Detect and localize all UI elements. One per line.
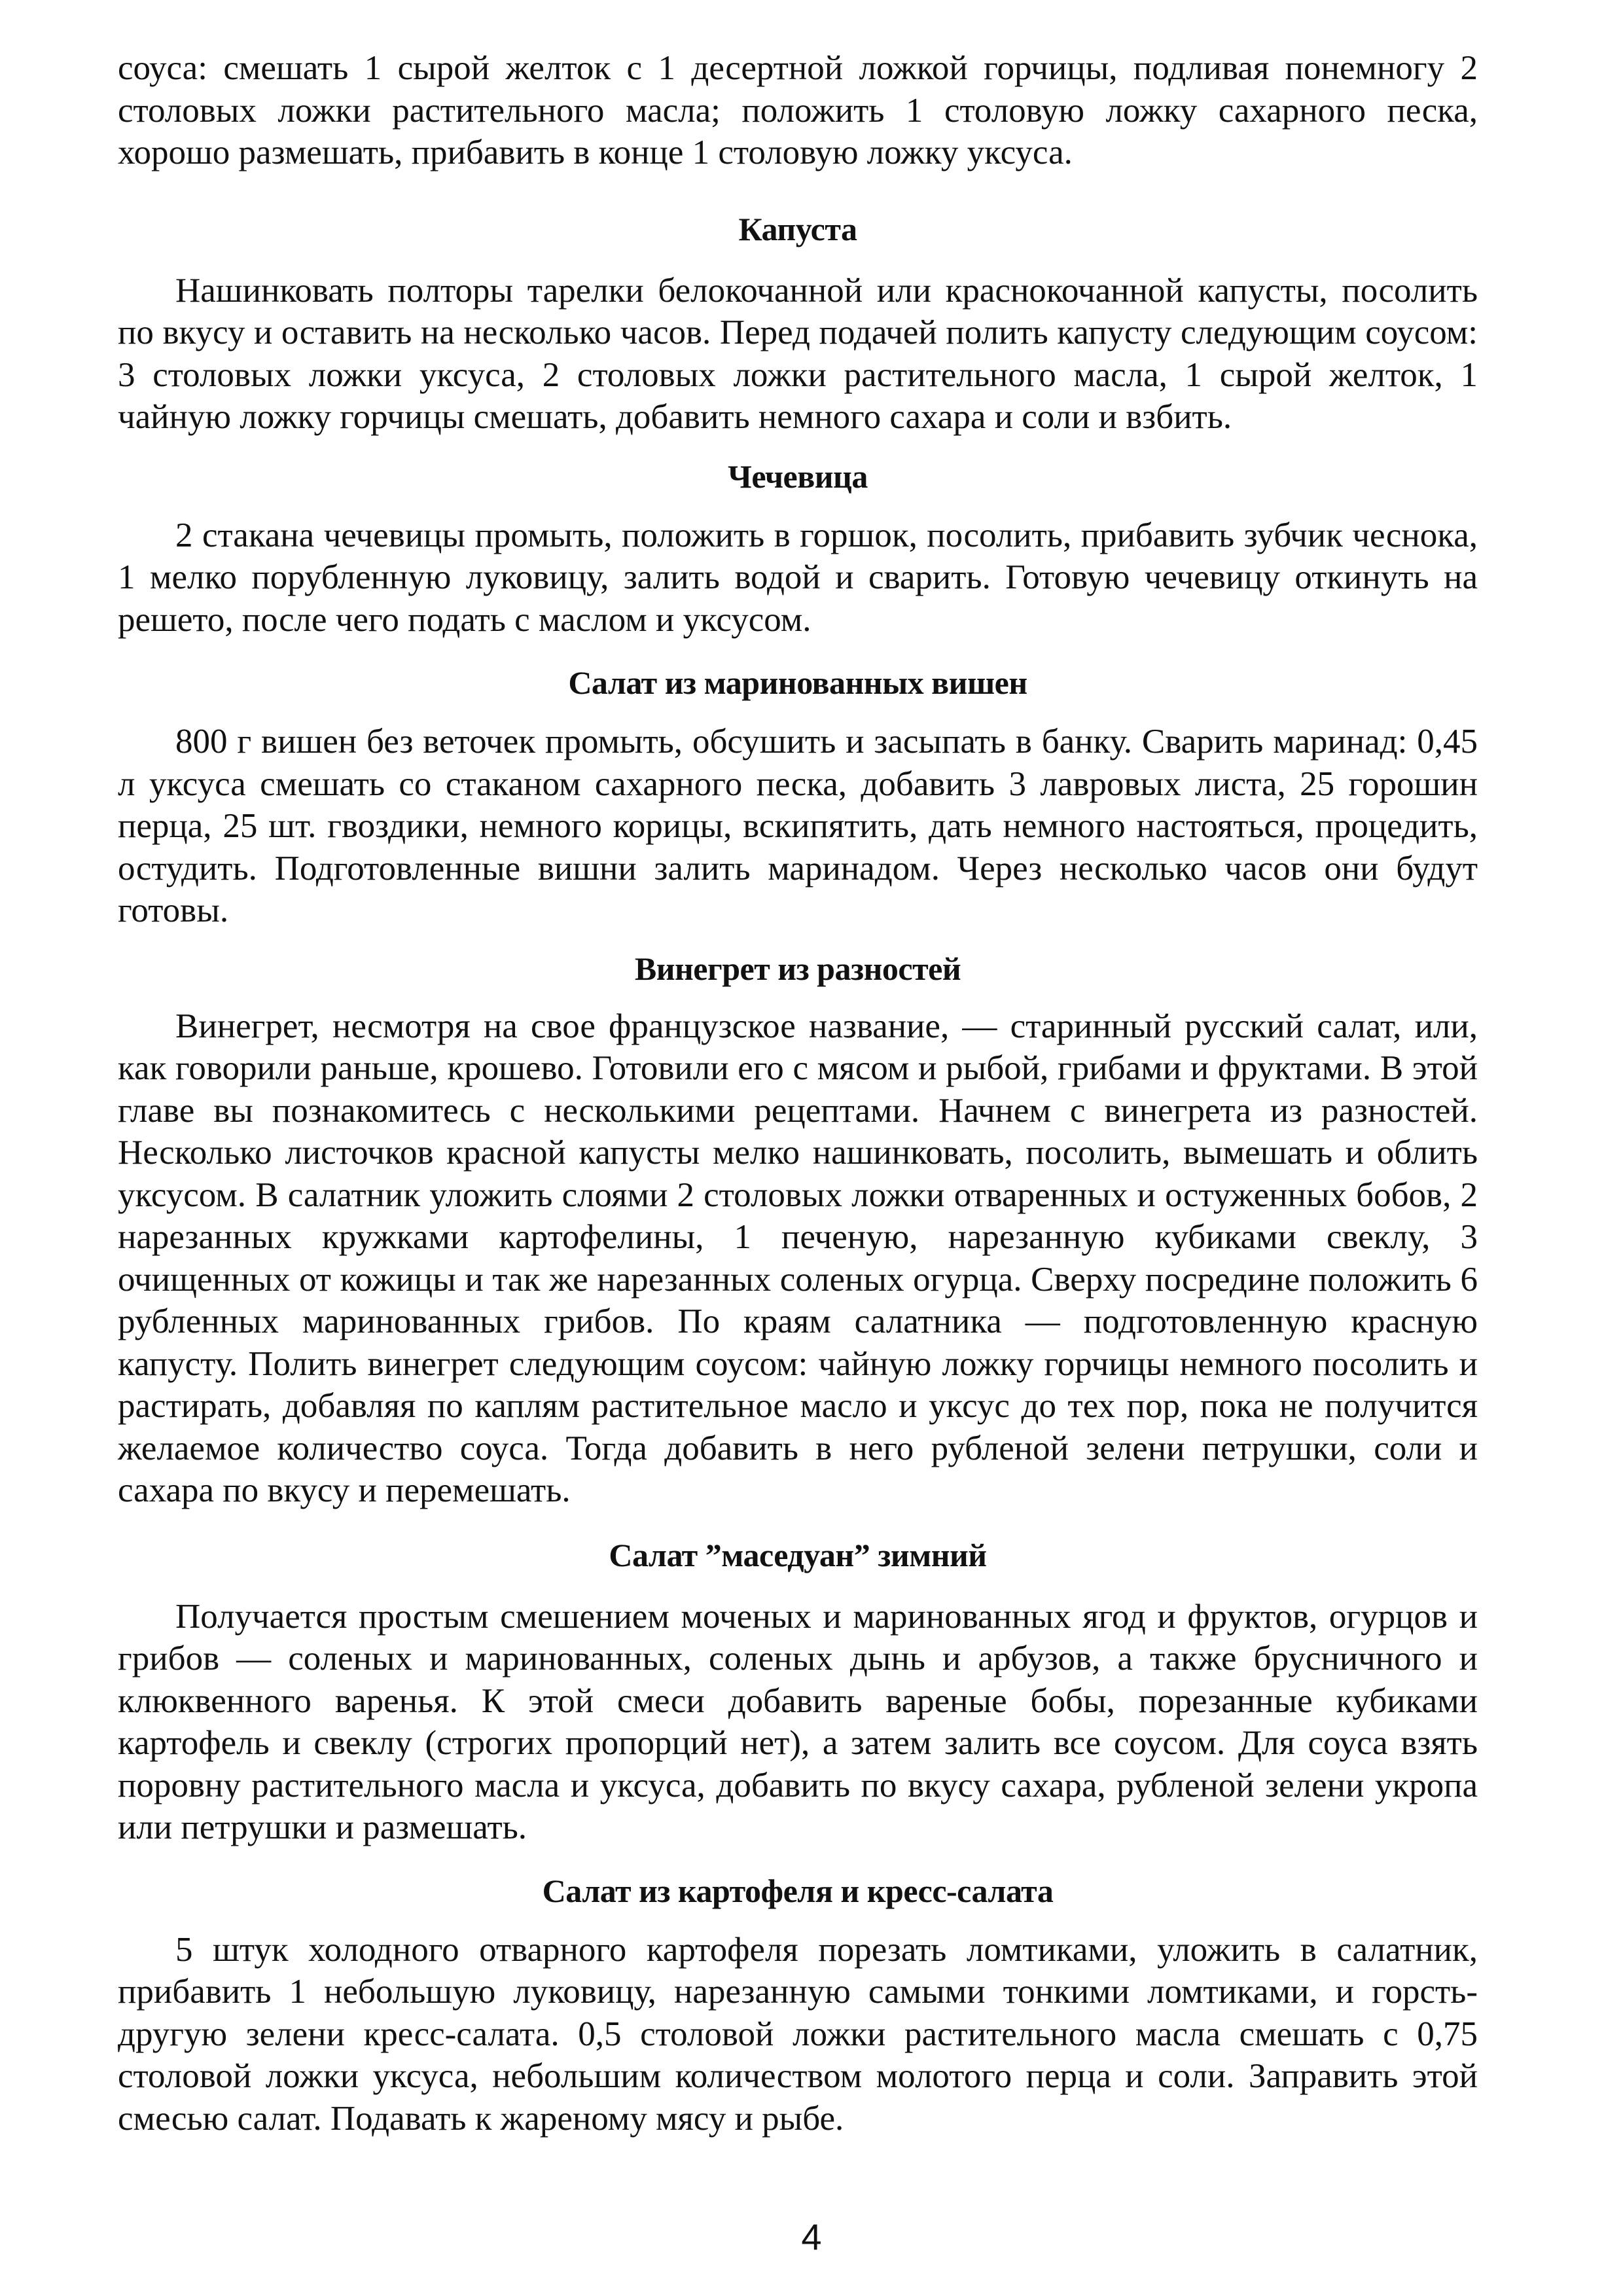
recipe-text-potato-cress-salad: 5 штук холодного отварного картофеля порезать ломтиками, уложить в салатник, прибавить 1 небольшую луковицу, нарезанную самыми тонкими ломтиками, и горсть-другую зелени кресс-салата. 0,5 столовой ложки растительного масла смешать с 0,75 столовой ложки уксуса, небольшим количеством молотого перца и соли. Заправить этой смесью салат. Подавать к жареному мясу и рыбе. (118, 1930, 1478, 2138)
recipe-title-cabbage: Капуста (738, 210, 857, 247)
recipe-text-pickled-cherry-salad: 800 г вишен без веточек промыть, обсушить и засыпать в банку. Сварить маринад: 0,45 л уксуса смешать со стаканом сахарного песка, добавить 3 лавровых листа, 25 горошин перца, 25 шт. гвоздики, немного корицы, вскипятить, дать немного настояться, процедить, остудить. Подготовленные вишни залить маринадом. Через несколько часов они будут готовы. (118, 723, 1478, 929)
recipe-text-cabbage: Нашинковать полторы тарелки белокочанной или краснокочанной капусты, посолить по вкусу и оставить на несколько часов. Перед подачей полить капусту следующим соусом: 3 столовых ложки уксуса, 2 столовых ложки растительного масла, 1 сырой желток, 1 чайную ложку горчицы смешать, добавить немного сахара и соли и взбить. (118, 271, 1478, 436)
page-number: 4 (801, 2216, 822, 2257)
recipe-title-potato-cress-salad: Салат из картофеля и кресс-салата (542, 1872, 1054, 1909)
recipe-text-lentils: 2 стакана чечевицы промыть, положить в горшок, посолить, прибавить зубчик чеснока, 1 мелко порубленную луковицу, залить водой и сварить. Готовую чечевицу откинуть на решето, после чего подать с маслом и уксусом. (118, 516, 1478, 639)
intro-paragraph: соуса: смешать 1 сырой желток с 1 десертной ложкой горчицы, подливая понемногу 2 столовых ложки растительного масла; положить 1 столовую ложку сахарного песка, хорошо размешать, прибавить в конце 1 столовую ложку уксуса. (118, 49, 1478, 171)
recipe-text-macedoine-salad: Получается простым смешением моченых и маринованных ягод и фруктов, огурцов и грибов — соленых и маринованных, соленых дынь и арбузов, а также брусничного и клюквенного варенья. К этой смеси добавить вареные бобы, порезанные кубиками картофель и свеклу (строгих пропорций нет), а затем залить все соусом. Для соуса взять поровну растительного масла и уксуса, добавить по вкусу сахара, рубленой зелени укропа или петрушки и размешать. (118, 1597, 1478, 1846)
recipe-title-vinaigrette: Винегрет из разностей (634, 950, 961, 987)
recipe-title-macedoine-salad: Салат ”маседуан” зимний (609, 1536, 987, 1573)
recipe-text-vinaigrette: Винегрет, несмотря на свое французское название, — старинный русский салат, или, как говорили раньше, крошево. Готовили его с мясом и рыбой, грибами и фруктами. В этой главе вы познакомитесь с несколькими рецептами. Начнем с винегрета из разностей. Несколько листочков красной капусты мелко нашинковать, посолить, вымешать и облить уксусом. В салатник уложить слоями 2 столовых ложки отваренных и остуженных бобов, 2 нарезанных кружками картофелины, 1 печеную, нарезанную кубиками свеклу, 3 очищенных от кожицы и так же нарезанных соленых огурца. Сверху посредине положить 6 рубленных маринованных грибов. По краям салатника — подготовленную красную капусту. Полить винегрет следующим соусом: чайную ложку горчицы немного посолить и растирать, добавляя по каплям растительное масло и уксус до тех пор, пока не получится желаемое количество соуса. Тогда добавить в него рубленой зелени петрушки, соли и сахара по вкусу и перемешать. (118, 1007, 1478, 1509)
recipe-title-lentils: Чечевица (728, 457, 868, 495)
recipe-title-pickled-cherry-salad: Салат из маринованных вишен (568, 664, 1027, 701)
